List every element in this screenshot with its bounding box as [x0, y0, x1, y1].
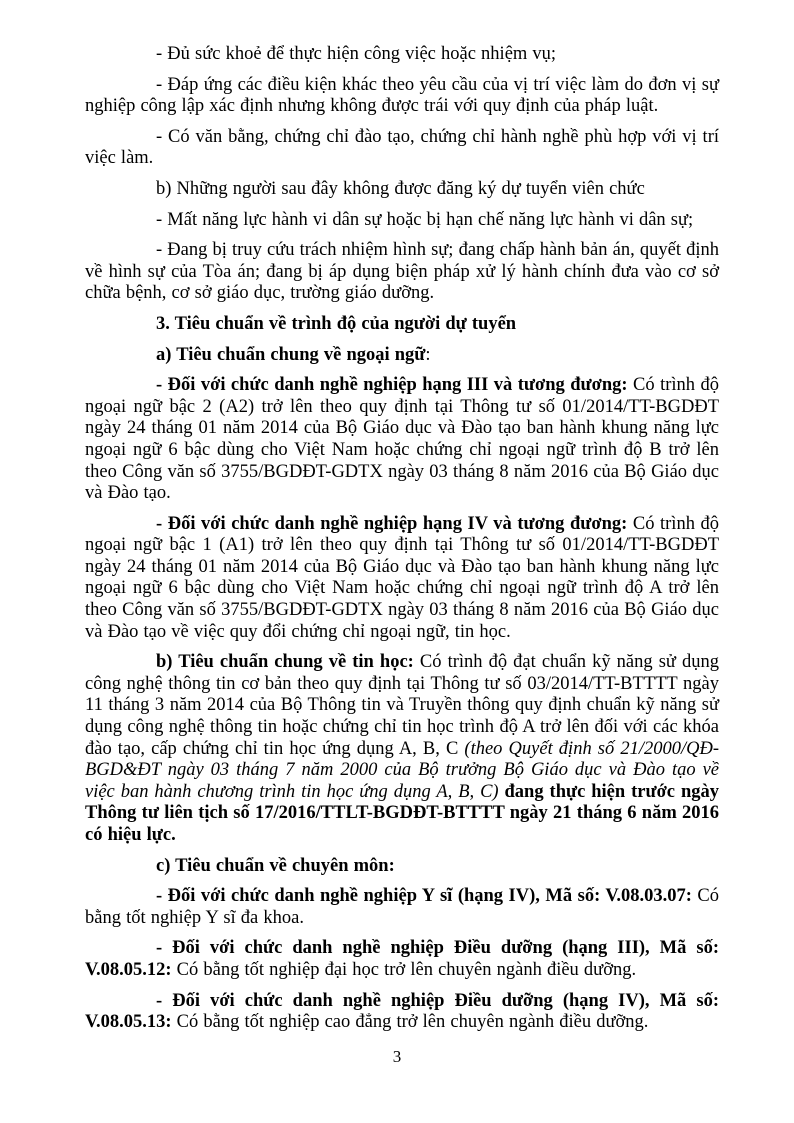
- paragraph: [85, 938, 724, 981]
- text-run-regular: Có bằng tốt nghiệp cao đẳng trở lên chuyên ngành điều dưỡng.: [176, 1012, 649, 1033]
- paragraph: [85, 44, 719, 66]
- document-content: [85, 44, 725, 1043]
- text-run-bold: - Đối với chức danh nghề nghiệp Y sĩ (hạng IV), Mã số: V.08.03.07:: [156, 886, 698, 907]
- paragraph: [85, 375, 725, 505]
- paragraph: [85, 240, 725, 305]
- text-run-bold: a) Tiêu chuẩn chung về ngoại ngữ: [156, 344, 426, 365]
- text-run-regular: Có bằng tốt nghiệp Y sĩ đa khoa.: [85, 886, 725, 928]
- paragraph: [85, 886, 725, 929]
- paragraph: [85, 210, 719, 232]
- text-run-bold: 3. Tiêu chuẩn về trình độ của người dự tuyển: [156, 313, 517, 334]
- text-run-regular: Có trình độ ngoại ngữ bậc 2 (A2) trở lên theo quy định tại Thông tư số 01/2014/TT-BGDĐT ngày 24 tháng 01 năm 2014 của Bộ Giáo dục và Đào tạo ban hành khung năng lực ngoại ngữ 6 bậc dùng cho Việt Nam hoặc chứng chỉ ngoại ngữ trình độ B trở lên theo Công văn số 3755/BGDĐT-GDTX ngày 03 tháng 8 năm 2016 của Bộ Giáo dục và Đào tạo.: [85, 375, 725, 504]
- text-run-regular: - Đang bị truy cứu trách nhiệm hình sự; đang chấp hành bản án, quyết định về hình sự của Tòa án; đang bị áp dụng biện pháp xử lý hành chính đưa vào cơ sở chữa bệnh, cơ sở giáo dục, trường giáo dưỡng.: [85, 240, 725, 304]
- text-run-regular: - Mất năng lực hành vi dân sự hoặc bị hạn chế năng lực hành vi dân sự;: [156, 209, 694, 230]
- text-run-italic: (theo Quyết định số 21/2000/QĐ-BGD&ĐT ngày 03 tháng 7 năm 2000 của Bộ trưởng Bộ Giáo dục và Đào tạo về việc ban hành chương trình tin học ứng dụng A, B, C): [85, 738, 725, 802]
- paragraph: [85, 652, 725, 846]
- text-run-bold: c) Tiêu chuẩn về chuyên môn:: [156, 855, 395, 876]
- text-run-regular: - Có văn bằng, chứng chỉ đào tạo, chứng chỉ hành nghề phù hợp với vị trí việc làm.: [85, 126, 725, 169]
- text-run-bold: đang thực hiện trước ngày Thông tư liên tịch số 17/2016/TTLT-BGDĐT-BTTTT ngày 21 tháng 6 năm 2016 có hiệu lực.: [85, 781, 725, 845]
- paragraph: [85, 314, 719, 336]
- text-run-bold: - Đối với chức danh nghề nghiệp Điều dưỡng (hạng IV), Mã số: V.08.05.13:: [85, 990, 724, 1033]
- paragraph: [85, 345, 719, 367]
- text-run-regular: - Đáp ứng các điều kiện khác theo yêu cầu của vị trí việc làm do đơn vị sự nghiệp công lập xác định nhưng không được trái với quy định của pháp luật.: [85, 74, 725, 117]
- page-number: 3: [392, 1047, 402, 1066]
- text-run-regular: Có trình độ đạt chuẩn kỹ năng sử dụng công nghệ thông tin cơ bản theo quy định tại Thông tư số 03/2014/TT-BTTTT ngày 11 tháng 3 năm 2014 của Bộ Thông tin và Truyền thông quy định chuẩn kỹ năng sử dụng công nghệ thông tin hoặc chứng chỉ tin học trình độ A trở lên đối với các khóa đào tạo, cấp chứng chỉ tin học ứng dụng A, B, C: [85, 652, 725, 759]
- paragraph: [85, 990, 724, 1034]
- text-run-regular: :: [425, 344, 431, 365]
- text-run-regular: - Đủ sức khoẻ để thực hiện công việc hoặc nhiệm vụ;: [156, 44, 557, 64]
- text-run-regular: Có bằng tốt nghiệp đại học trở lên chuyên ngành điều dưỡng.: [176, 959, 637, 980]
- text-run-bold: - Đối với chức danh nghề nghiệp hạng IV và tương đương:: [156, 513, 633, 534]
- paragraph: [85, 126, 725, 170]
- text-run-regular: Có trình độ ngoại ngữ bậc 1 (A1) trở lên theo quy định tại Thông tư số 01/2014/TT-BGDĐT ngày 24 tháng 01 năm 2014 của Bộ Giáo dục và Đào tạo ban hành khung năng lực ngoại ngữ 6 bậc dùng cho Việt Nam hoặc chứng chỉ ngoại ngữ trình độ A trở lên theo Công văn số 3755/BGDĐT-GDTX ngày 03 tháng 8 năm 2016 của Bộ Giáo dục và Đào tạo về việc quy đổi chứng chỉ ngoại ngữ, tin học.: [85, 513, 725, 642]
- paragraph: [85, 74, 725, 118]
- text-run-regular: b) Những người sau đây không được đăng ký dự tuyển viên chức: [156, 178, 645, 199]
- text-run-bold: - Đối với chức danh nghề nghiệp Điều dưỡng (hạng III), Mã số: V.08.05.12:: [85, 938, 724, 980]
- text-run-bold: b) Tiêu chuẩn chung về tin học:: [156, 652, 420, 673]
- paragraph: [85, 856, 719, 878]
- paragraph: [85, 513, 725, 644]
- paragraph: [85, 179, 719, 201]
- text-run-bold: - Đối với chức danh nghề nghiệp hạng III và tương đương:: [156, 375, 634, 396]
